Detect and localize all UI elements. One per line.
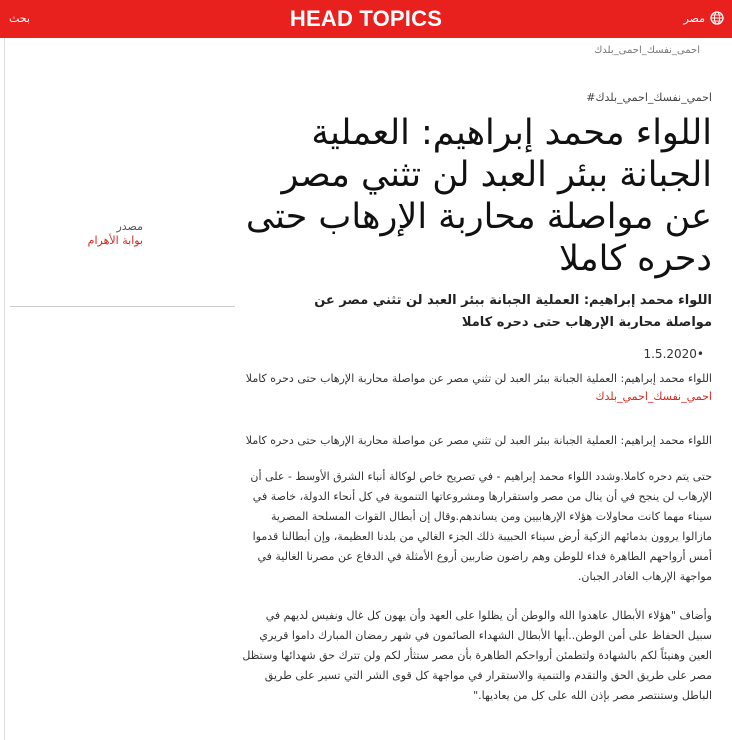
- article-date: •1.5.2020: [643, 347, 704, 361]
- article-paragraph: حتى يتم دحره كاملا.وشدد اللواء محمد إبراهيم - في تصريح خاص لوكالة أنباء الشرق الأوسط - على أن الإرهاب لن ينجح في أن ينال من مصر واستقرارها ومشروعاتها التنموية في كل أنحاء الدولة، خاصة في سيناء مهما كانت محاولات هؤلاء الإرهابيين ومن يساندهم.وقال إن أبطال القوات المسلحة المصرية مازالوا يروون بدمائهم الزكية أرض سيناء الحبيبة ذلك الجزء الغالي من بلدنا العظيمة، وإن أبطالنا قدموا أمس أرواحهم الطاهرة فداء للوطن وهم راضون ضاربين أروع الأمثلة في الدفاع عن مصرنا الغالية في مواجهة الإرهاب الغادر الجبان.: [250, 470, 712, 583]
- source-link[interactable]: بوابة الأهرام: [87, 234, 143, 247]
- article-hashtag[interactable]: احمي_نفسك_احمي_بلدك#: [586, 91, 712, 104]
- country-label: مصر: [683, 11, 705, 25]
- globe-icon: [710, 11, 724, 25]
- page-title: اللواء محمد إبراهيم: العملية الجبانة ببئر العبد لن تثني مصر عن مواصلة محاربة الإرهاب حتى دحره كاملا: [245, 113, 712, 279]
- article-subtitle: اللواء محمد إبراهيم: العملية الجبانة ببئر العبد لن تثني مصر عن مواصلة محاربة الإرهاب حتى دحره كاملا: [314, 293, 712, 330]
- country-selector[interactable]: [683, 11, 724, 25]
- article-summary: اللواء محمد إبراهيم: العملية الجبانة ببئر العبد لن تثني مصر عن مواصلة محاربة الإرهاب حتى دحره كاملا: [245, 372, 712, 385]
- top-header-bar: [0, 0, 732, 38]
- tag-bar-hashtag[interactable]: احمى_نفسك_احمى_بلدك: [594, 45, 700, 56]
- source-panel: [10, 214, 235, 307]
- article-paragraph: وأضاف "هؤلاء الأبطال عاهدوا الله والوطن أن يظلوا على العهد وأن يهون كل غال ونفيس لديهم في سبيل الحفاظ على أمن الوطن..أيها الأبطال الشهداء الصائمون في شهر رمضان المبارك داموا قريري العين وهنيئاً لكم بالشهادة ولتطمئن أرواحكم الطاهرة بأن مصر ستثأر لكم ولن تترك حق شهدائها وستظل مصر على طريق الحق والتقدم والتنمية والاستقرار في مواجهة كل قوى الشر التي تسير على طريق الباطل وستنتصر مصر بإذن الله على كل من يعاديها.": [242, 609, 712, 702]
- source-label: مصدر: [116, 220, 143, 233]
- page-divider: [4, 38, 5, 740]
- article-lead: اللواء محمد إبراهيم: العملية الجبانة ببئر العبد لن تثني مصر عن مواصلة محاربة الإرهاب حتى دحره كاملا: [245, 434, 712, 447]
- hashtag-link[interactable]: احمي_نفسك_احمي_بلدك: [595, 390, 712, 403]
- site-logo[interactable]: HEAD TOPICS: [289, 6, 443, 31]
- search-button[interactable]: بحث: [9, 12, 30, 25]
